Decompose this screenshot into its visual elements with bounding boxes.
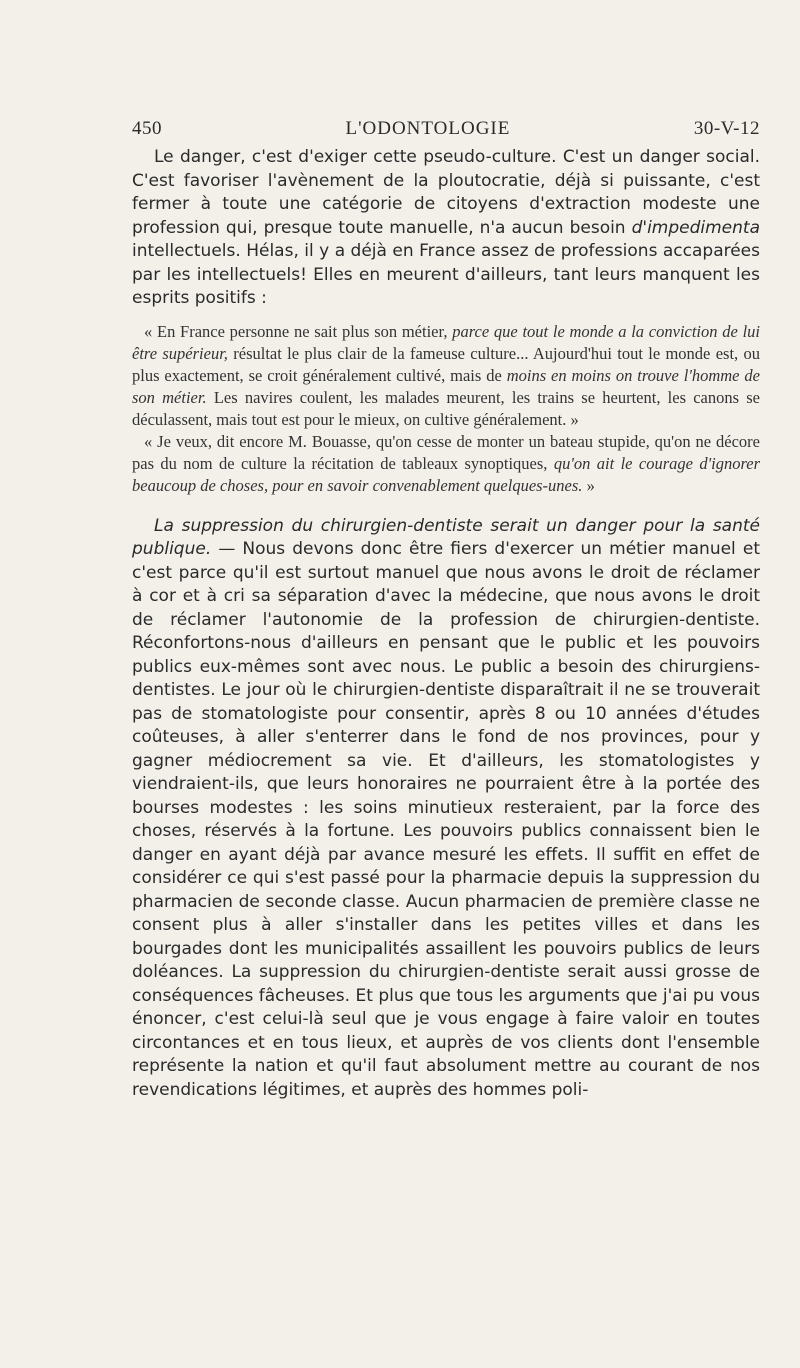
- quotation-1-text-a: « En France personne ne sait plus son métier,: [144, 321, 453, 341]
- quotation-1-italic-a: parce que tout le monde a la conviction de lui être supérieur,: [132, 321, 760, 363]
- quotation-1: [132, 321, 760, 431]
- paragraph-1-text-a: Le danger, c'est d'exiger cette pseudo-culture. C'est un danger social. C'est favoriser l'avènement de la ploutocratie, déjà si puissante, c'est fermer à toute une catégorie de citoyens d'extraction modeste une profession qui, presque toute manuelle, n'a aucun besoin: [132, 147, 760, 238]
- quotation-2-text-b: »: [582, 475, 595, 495]
- paragraph-1-text-b: intellectuels. Hélas, il y a déjà en France assez de professions accaparées par les intellectuels! Elles en meurent d'ailleurs, tant leurs manquent les esprits positifs :: [132, 241, 760, 308]
- quotation-1-italic-b: moins en moins on trouve l'homme de son métier.: [132, 365, 760, 407]
- page-number: 450: [132, 118, 162, 139]
- quotation-2-italic: qu'on ait le courage d'ignorer beaucoup de choses, pour en savoir convenablement quelques-unes.: [132, 453, 761, 495]
- quotation-1-text-b: résultat le plus clair de la fameuse culture... Aujourd'hui tout le monde est, ou plus exactement, se croit généralement cultivé, mais de: [132, 343, 760, 385]
- paragraph-2: [132, 515, 760, 1103]
- running-header: [132, 118, 760, 140]
- quotation-2: [132, 431, 760, 497]
- paragraph-2-text: — Nous devons donc être fiers d'exercer un métier manuel et c'est parce qu'il est surtout manuel que nous avons le droit de réclamer à cor et à cri sa séparation d'avec la médecine, que nous avons le droit de réclamer l'autonomie de la profession de chirurgien-dentiste. Réconfortons-nous d'ailleurs en pensant que le public et les pouvoirs publics eux-mêmes sont avec nous. Le public a besoin des chirurgiens-dentistes. Le jour où le chirurgien-dentiste disparaîtrait il ne se trouverait pas de stomatologiste pour consentir, après 8 ou 10 années d'études coûteuses, à aller s'enterrer dans le fond de nos provinces, pour y gagner médiocrement sa vie. Et d'ailleurs, les stomatologistes y viendraient-ils, que leurs honoraires ne pourraient être à la portée des bourses modestes : les soins minutieux resteraient, par la force des choses, réservés à la fortune. Les pouvoirs publics connaissent bien le danger en ayant déjà par avance mesuré les effets. Il suffit en effet de considérer ce qui s'est passé pour la pharmacie depuis la suppression du pharmacien de seconde classe. Aucun pharmacien de première classe ne consent plus à aller s'installer dans les petites villes et dans les bourgades dont les municipalités assaillent les pouvoirs publics de leurs doléances. La suppression du chirurgien-dentiste serait aussi grosse de conséquences fâcheuses. Et plus que tous les arguments que j'ai pu vous énoncer, c'est celui-là seul que je vous engage à faire valoir en toutes circontances et en tous lieux, et auprès de vos clients dont l'ensemble représente la nation et qu'il faut absolument mettre au courant de nos revendications légitimes, et auprès des hommes poli-: [132, 539, 760, 1100]
- paragraph-1: [132, 146, 760, 311]
- paragraph-1-italic: d'impedimenta: [631, 217, 760, 238]
- journal-title: L'ODONTOLOGIE: [345, 118, 511, 139]
- issue-date: 30-V-12: [693, 118, 760, 139]
- quotation-1-text-c: Les navires coulent, les malades meurent, les trains se heurtent, les canons se déculassent, mais tout est pour le mieux, on cultive généralement. »: [132, 387, 760, 429]
- section-heading-italic: La suppression du chirurgien-dentiste serait un danger pour la santé publique.: [132, 515, 760, 559]
- quotation-2-text-a: « Je veux, dit encore M. Bouasse, qu'on cesse de monter un bateau stupide, qu'on ne décore pas du nom de culture la récitation de tableaux synoptiques,: [132, 431, 760, 473]
- page: [132, 118, 760, 1102]
